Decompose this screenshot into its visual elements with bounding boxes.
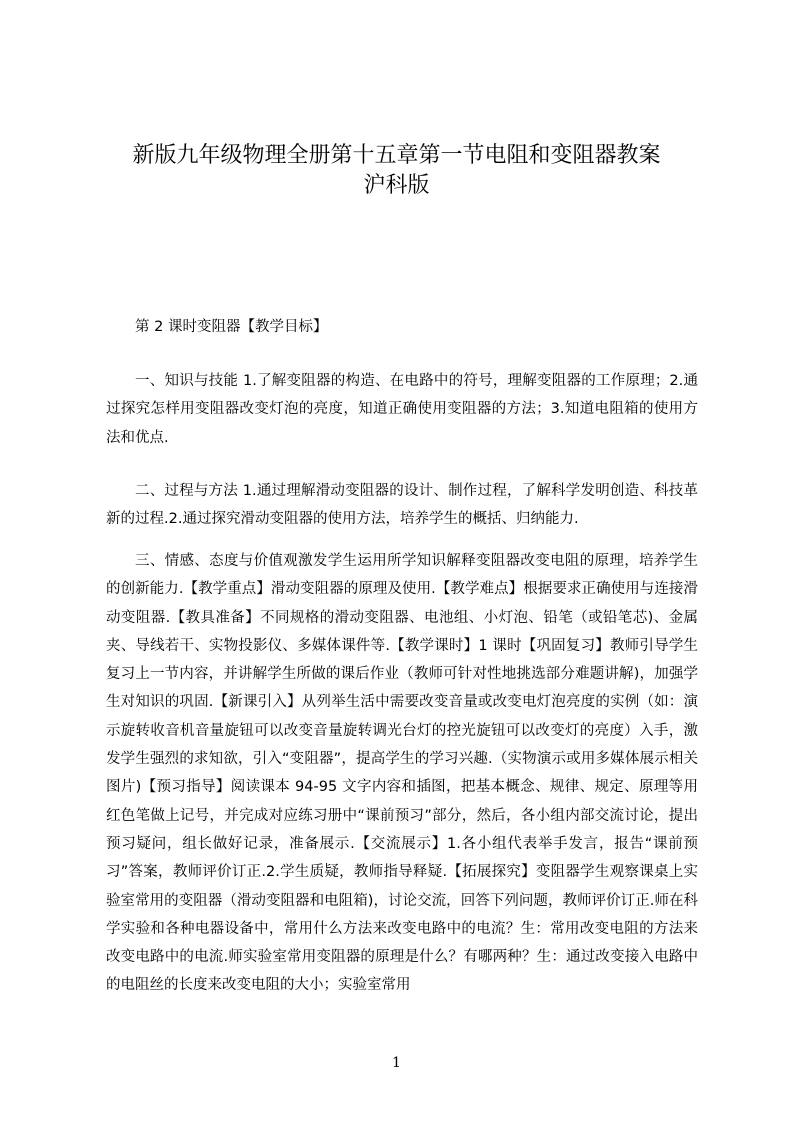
document-title-line-2: 沪科版 (363, 173, 430, 198)
emotion-attitude-paragraph: 三、情感、态度与价值观激发学生运用所学知识解释变阻器改变电阻的原理，培养学生的创新能力.【教学重点】滑动变阻器的原理及使用.【教学难点】根据要求正确使用与连接滑动变阻器.【教具准备】不同规格的滑动变阻器、电池组、小灯泡、铅笔（或铅笔芯)、金属夹、导线若干、实物投影仪、多媒体课件等.【教学课时】1 课时【巩固复习】教师引导学生复习上一节内容，并讲解学生所做的课后作业（教师可针对性地挑选部分难题讲解)，加强学生对知识的巩固.【新课引入】从列举生活中需要改变音量或改变电灯泡亮度的实例（如：演示旋转收音机音量旋钮可以改变音量旋转调光台灯的控光旋钮可以改变灯的亮度）入手，激发学生强烈的求知欲，引入“变阻器”，提高学生的学习兴趣.（实物演示或用多媒体展示相关图片)【预习指导】阅读课本 94-95 文字内容和插图，把基本概念、规律、规定、原理等用红色笔做上记号，并完成对应练习册中“课前预习”部分，然后，各小组内部交流讨论，提出预习疑问，组长做好记录，准备展示.【交流展示】1.各小组代表举手发言，报告“课前预习”答案，教师评价订正.2.学生质疑，教师指导释疑.【拓展探究】变阻器学生观察课桌上实验室常用的变阻器（滑动变阻器和电阻箱)，讨论交流，回答下列问题，教师评价订正.师在科学实验和各种电器设备中，常用什么方法来改变电路中的电流？生：常用改变电阻的方法来改变电路中的电流.师实验室常用变阻器的原理是什么？有哪两种？生：通过改变接入电路中的电阻丝的长度来改变电阻的大小；实验室常用 (106, 553, 698, 994)
lesson-heading: 第 2 课时变阻器【教学目标】 (135, 319, 328, 335)
page-number: 1 (392, 1055, 401, 1071)
knowledge-skills-paragraph: 一、知识与技能 1.了解变阻器的构造、在电路中的符号，理解变阻器的工作原理；2.通过探究怎样用变阻器改变灯泡的亮度，知道正确使用变阻器的方法；3.知道电阻箱的使用方法和优点. (106, 373, 698, 446)
process-methods-paragraph: 二、过程与方法 1.通过理解滑动变阻器的设计、制作过程，了解科学发明创造、科技革新的过程.2.通过探究滑动变阻器的使用方法，培养学生的概括、归纳能力. (106, 483, 698, 528)
document-title-line-1: 新版九年级物理全册第十五章第一节电阻和变阻器教案 (132, 143, 661, 168)
